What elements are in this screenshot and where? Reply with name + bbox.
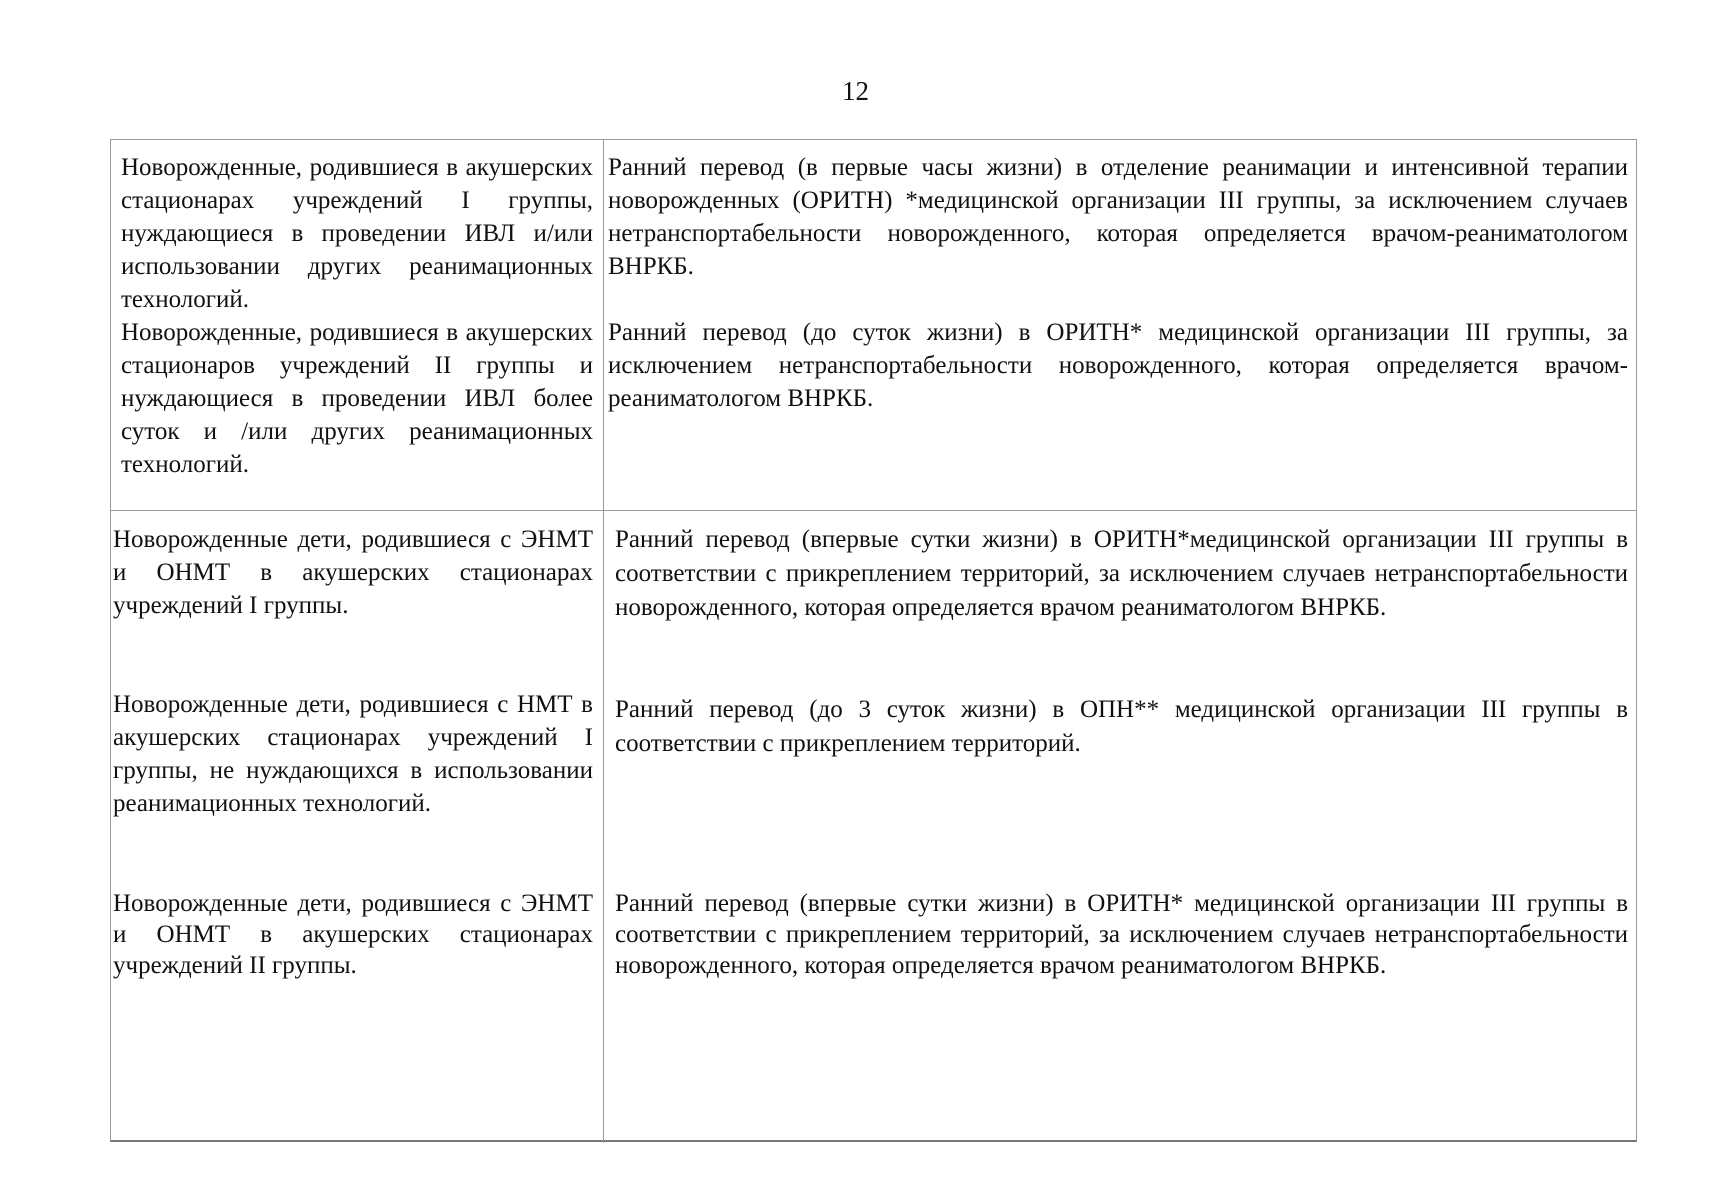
transfer-rule-text: Ранний перевод (до 3 суток жизни) в ОПН** медицинской организации III группы в соответствии с прикреплением территорий. [615,696,1628,757]
transfer-criteria-table [110,139,1637,1142]
page-number: 12 [842,76,869,106]
patient-group-text: Новорожденные, родившиеся в акушерских стационарах учреждений I группы, нуждающиеся в проведении ИВЛ и/или использовании других реанимационных технологий. [121,154,593,313]
patient-group-text: Новорожденные дети, родившиеся с ЭНМТ и ОНМТ в акушерских стационарах учреждений II группы. [113,890,593,979]
table-cell-transfer-rule [608,151,1628,415]
column-divider [603,140,604,510]
table-cell-patient-group [121,151,593,481]
patient-group-text: Новорожденные, родившиеся в акушерских стационаров учреждений II группы и нуждающиеся в проведении ИВЛ более суток и /или других реанимационных технологий. [121,319,593,478]
column-divider [603,511,604,1143]
patient-group-text: Новорожденные дети, родившиеся с НМТ в акушерских стационарах учреждений I группы, не нуждающихся в использовании реанимационных технологий. [113,691,593,817]
transfer-rule-text: Ранний перевод (впервые сутки жизни) в ОРИТН* медицинской организации III группы в соответствии с прикреплением территорий, за исключением случаев нетранспортабельности новорожденного, которая определяется врачом реаниматологом ВНРКБ. [615,890,1628,979]
transfer-rule-text: Ранний перевод (до суток жизни) в ОРИТН* медицинской организации III группы, за исключением нетранспортабельности новорожденного, которая определяется врачом-реаниматологом ВНРКБ. [608,319,1628,412]
transfer-rule-text: Ранний перевод (в первые часы жизни) в отделение реанимации и интенсивной терапии новорожденных (ОРИТН) *медицинской организации III группы, за исключением случаев нетранспортабельности новорожденного, которая определяется врачом-реаниматологом ВНРКБ. [608,154,1628,280]
transfer-rule-text: Ранний перевод (впервые сутки жизни) в ОРИТН*медицинской организации III группы в соответствии с прикреплением территорий, за исключением случаев нетранспортабельности новорожденного, которая определяется врачом реаниматологом ВНРКБ. [615,526,1628,621]
patient-group-text: Новорожденные дети, родившиеся с ЭНМТ и ОНМТ в акушерских стационарах учреждений I группы. [113,526,593,619]
table-row [111,511,1636,1143]
table-row [111,140,1636,511]
